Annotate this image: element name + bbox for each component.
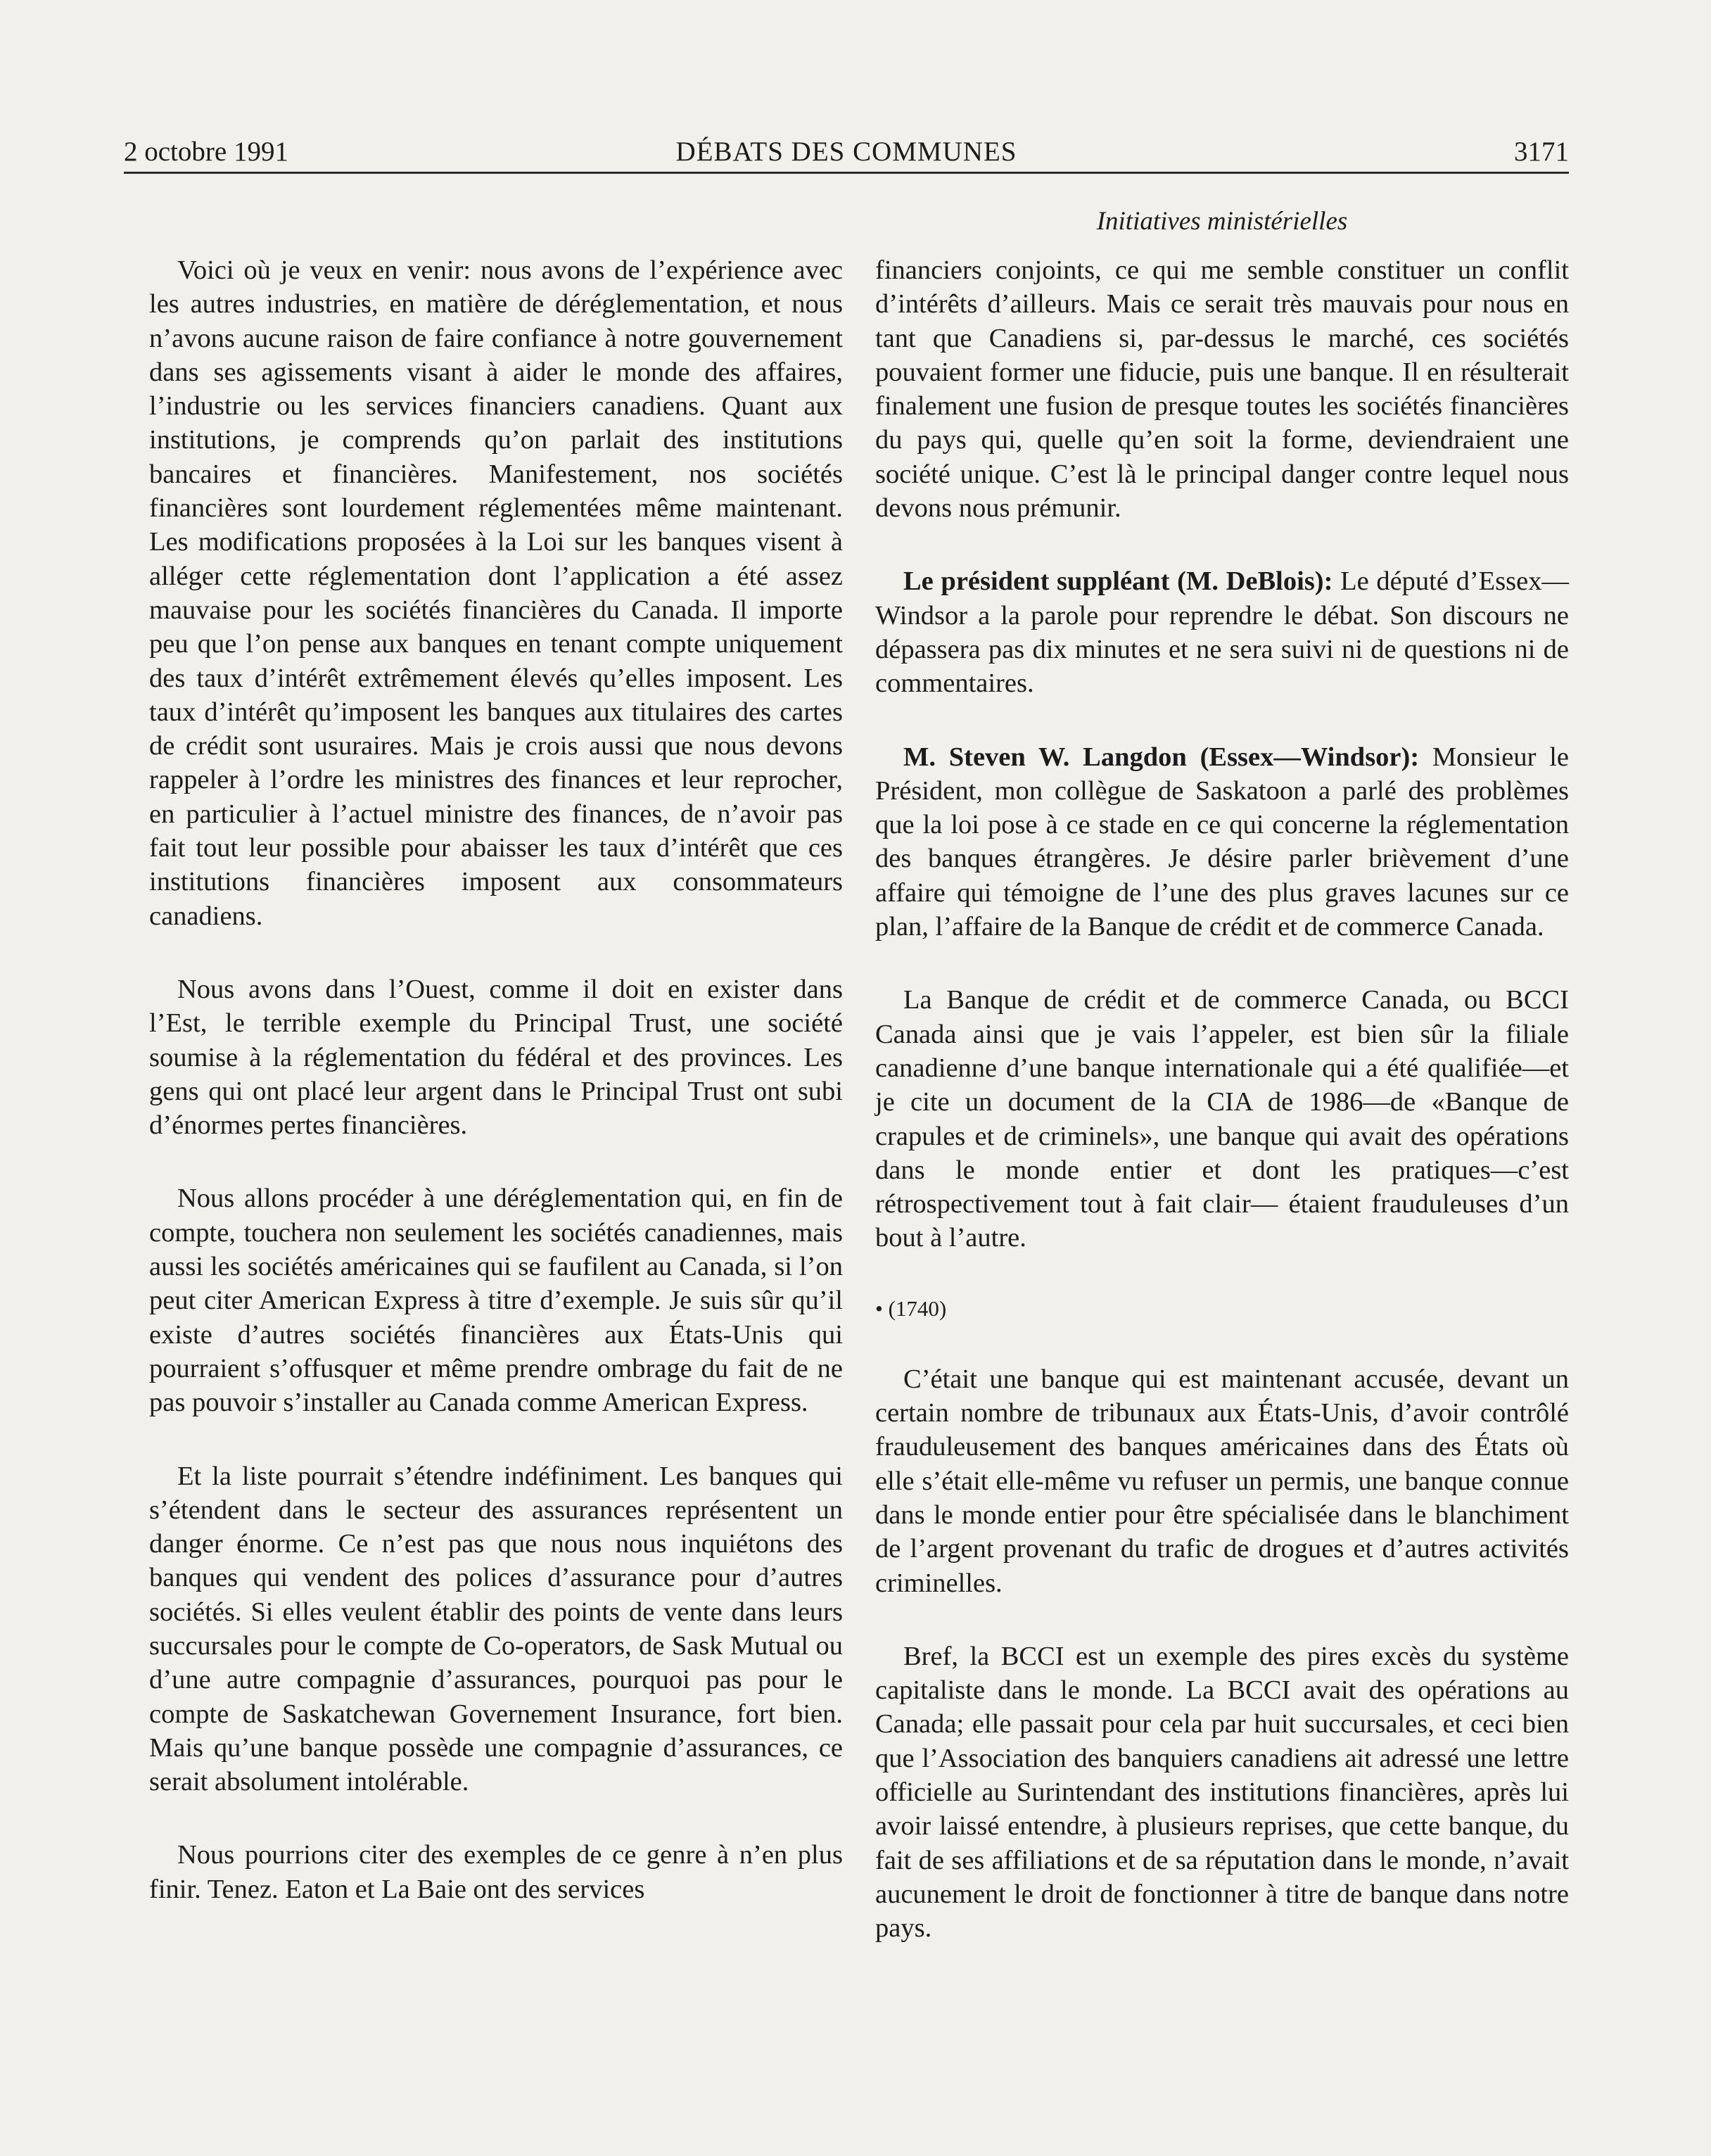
- header-title: DÉBATS DES COMMUNES: [675, 137, 1017, 167]
- left-paragraph: Voici où je veux en venir: nous avons de l’expérience avec les autres industries, en matière de déréglementation, et nous n’avons aucune raison de faire confiance à notre gouvernement dans ses agissements visant à aider le monde des affaires, l’industrie ou les services financiers canadiens. Quant aux institutions, je comprends qu’on parlait des institutions bancaires et financières. Manifestement, nos sociétés financières sont lourdement réglementées même maintenant. Les modifications proposées à la Loi sur les banques visent à alléger cette réglementation dont l’application a été assez mauvaise pour les sociétés financières du Canada. Il importe peu que l’on pense aux banques en tenant compte uniquement des taux d’intérêt extrêmement élevés qu’elles imposent. Les taux d’intérêt qu’imposent les banques aux titulaires des cartes de crédit sont usuraires. Mais je crois aussi que nous devons rappeler à l’ordre les ministres des finances et leur reprocher, en particulier à l’actuel ministre des finances, de n’avoir pas fait tout leur possible pour abaisser les taux d’intérêt que ces institutions financières imposent aux consommateurs canadiens.: [149, 255, 843, 931]
- timestamp: • (1740): [875, 1295, 947, 1321]
- speaker-paragraph: [875, 564, 1569, 700]
- page-number: 3171: [1514, 137, 1569, 167]
- section-label: Initiatives ministérielles: [1096, 207, 1348, 236]
- right-paragraph: C’était une banque qui est maintenant accusée, devant un certain nombre de tribunaux aux États-Unis, d’avoir contrôlé frauduleusement des banques américaines dans des États où elle s’était elle-même vu refuser un permis, une banque connue dans le monde entier pour être spécialisée dans le blanchiment de l’argent provenant du trafic de drogues et d’autres activités criminelles.: [875, 1364, 1569, 1598]
- header-date: 2 octobre 1991: [124, 137, 288, 167]
- right-paragraph: Bref, la BCCI est un exemple des pires excès du système capitaliste dans le monde. La BCCI avait des opérations au Canada; elle passait pour cela par huit succursales, et ceci bien que l’Association des banquiers canadiens ait adressé une lettre officielle au Surintendant des institutions financières, après lui avoir laissé entendre, à plusieurs reprises, que cette banque, du fait de ses affiliations et de sa réputation dans le monde, n’avait aucunement le droit de fonctionner à titre de banque dans notre pays.: [875, 1641, 1569, 1943]
- left-paragraph: Nous avons dans l’Ouest, comme il doit en exister dans l’Est, le terrible exemple du Principal Trust, une société soumise à la réglementation du fédéral et des provinces. Les gens qui ont placé leur argent dans le Principal Trust ont subi d’énormes pertes financières.: [149, 974, 843, 1141]
- left-paragraph: Et la liste pourrait s’étendre indéfiniment. Les banques qui s’étendent dans le secteur des assurances représentent un danger énorme. Ce n’est pas que nous nous inquiétons des banques qui vendent des polices d’assurance pour d’autres sociétés. Si elles veulent établir des points de vente dans leurs succursales pour le compte de Co-operators, de Sask Mutual ou d’une autre compagnie d’assurances, pourquoi pas pour le compte de Saskatchewan Governement Insurance, fort bien. Mais qu’une banque possède une compagnie d’assurances, ce serait absolument intolérable.: [149, 1461, 843, 1797]
- left-column: [149, 253, 843, 1946]
- right-paragraph: financiers conjoints, ce qui me semble constituer un conflit d’intérêts d’ailleurs. Mais ce serait très mauvais pour nous en tant que Canadiens si, par-dessus le marché, ces sociétés pouvaient former une fiducie, puis une banque. Il en résulterait finalement une fusion de presque toutes les sociétés financières du pays qui, quelle qu’en soit la forme, deviendraient une société unique. C’est là le principal danger contre lequel nous devons nous prémunir.: [875, 255, 1569, 524]
- left-paragraph: Nous pourrions citer des exemples de ce genre à n’en plus finir. Tenez. Eaton et La Baie ont des services: [149, 1840, 843, 1904]
- speaker-name: Le président suppléant (M. DeBlois):: [903, 566, 1333, 597]
- left-paragraph: Nous allons procéder à une déréglementation qui, en fin de compte, touchera non seulement les sociétés canadiennes, mais aussi les sociétés américaines qui se faufilent au Canada, si l’on peut citer American Express à titre d’exemple. Je suis sûr qu’il existe d’autres sociétés financières aux États-Unis qui pourraient s’offusquer et même prendre ombrage du fait de ne pas pouvoir s’installer au Canada comme American Express.: [149, 1184, 843, 1418]
- speaker-paragraph: [875, 740, 1569, 944]
- right-paragraph: La Banque de crédit et de commerce Canada, ou BCCI Canada ainsi que je vais l’appeler, est bien sûr la filiale canadienne d’une banque internationale qui a été qualifiée—et je cite un document de la CIA de 1986—de «Banque de crapules et de criminels», une banque qui avait des opérations dans le monde entier et dont les pratiques—c’est rétrospectivement tout à fait clair— étaient frauduleuses d’un bout à l’autre.: [875, 985, 1569, 1253]
- right-column: [875, 253, 1569, 1984]
- speaker-name: M. Steven W. Langdon (Essex—Windsor):: [903, 742, 1420, 772]
- speech-text: Le député d’Essex—Windsor a la parole pour reprendre le débat. Son discours ne dépassera pas dix minutes et ne sera suivi ni de questions ni de commentaires.: [875, 566, 1570, 699]
- header-rule: [124, 172, 1569, 174]
- speech-text: Monsieur le Président, mon collègue de Saskatoon a parlé des problèmes que la loi pose à ce stade en ce qui concerne la réglementation des banques étrangères. Je désire parler brièvement d’une affaire qui témoigne de l’une des plus graves lacunes sur ce plan, l’affaire de la Banque de crédit et de commerce Canada.: [875, 742, 1569, 942]
- page-header: [124, 132, 1569, 172]
